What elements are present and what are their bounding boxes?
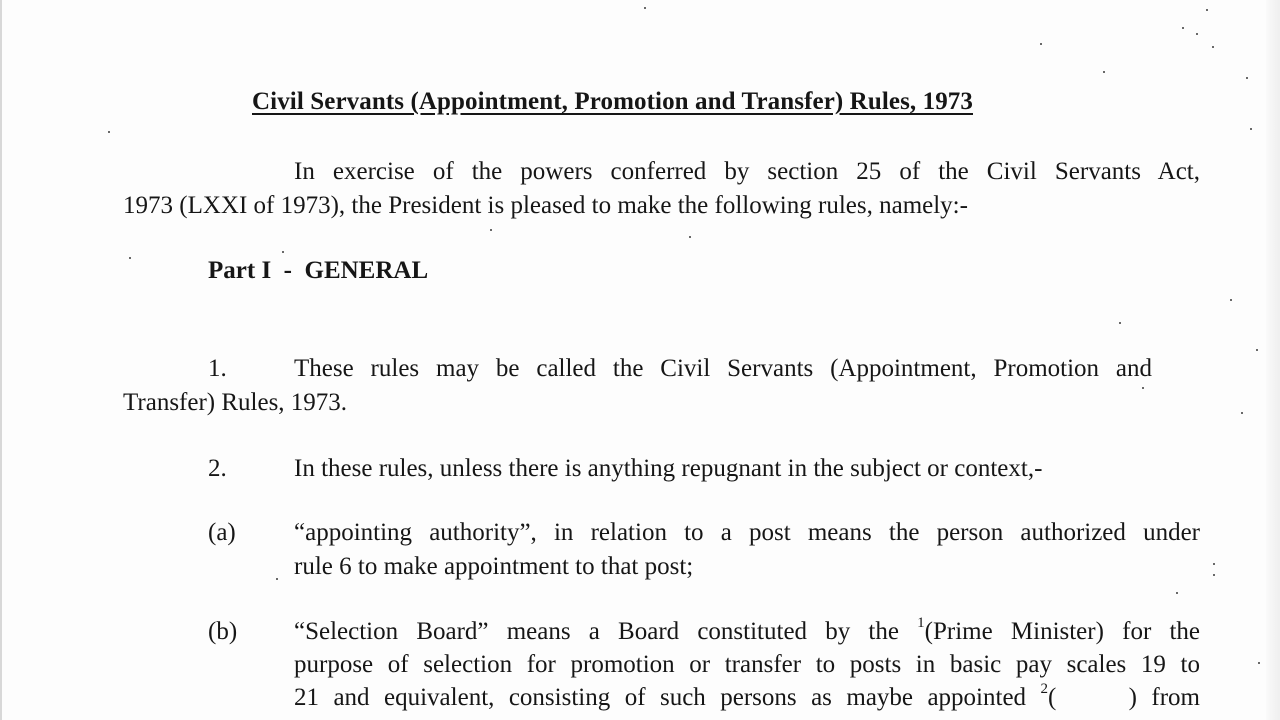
scan-speck <box>689 236 691 238</box>
clause-b-line-3-text-b: ( ) from <box>1048 684 1200 711</box>
scan-speck <box>1213 563 1215 565</box>
page-edge-right <box>1266 0 1280 720</box>
clause-b-line-1 <box>294 615 1201 645</box>
scan-speck <box>1241 412 1243 414</box>
clause-b-line-1-text-a: “Selection Board” means a Board constituted by the <box>294 618 918 645</box>
scan-speck <box>1256 349 1258 351</box>
preamble-line-1: In exercise of the powers conferred by section 25 of the Civil Servants Act, <box>294 158 1200 185</box>
scan-speck <box>1103 71 1105 73</box>
rule-2-number: 2. <box>208 455 227 482</box>
scan-speck <box>1212 46 1214 48</box>
preamble-line-2: 1973 (LXXI of 1973), the President is pleased to make the following rules, namely:- <box>123 192 968 219</box>
scan-speck <box>1142 387 1144 389</box>
clause-a-label: (a) <box>208 519 236 546</box>
clause-a-line-2: rule 6 to make appointment to that post; <box>294 553 694 580</box>
footnote-marker-2: 2 <box>1040 681 1049 697</box>
clause-b-line-2: purpose of selection for promotion or transfer to posts in basic pay scales 19 to <box>294 651 1200 678</box>
scan-speck <box>1196 33 1198 35</box>
rule-1-number: 1. <box>208 355 227 382</box>
scan-speck <box>108 131 110 133</box>
scan-speck <box>490 229 492 231</box>
rule-2-line-1: In these rules, unless there is anything repugnant in the subject or context,- <box>294 455 1043 482</box>
clause-a-line-1: “appointing authority”, in relation to a post means the person authorized under <box>294 519 1200 546</box>
scan-speck <box>1119 322 1121 324</box>
scan-speck <box>1040 43 1042 45</box>
scan-speck <box>1258 662 1260 664</box>
scan-speck <box>1206 9 1208 11</box>
scan-speck <box>644 7 646 9</box>
clause-b-label: (b) <box>208 618 238 645</box>
scan-speck <box>1230 299 1232 301</box>
clause-b-line-3 <box>294 681 1200 711</box>
rule-1-line-2: Transfer) Rules, 1973. <box>123 389 348 416</box>
scan-speck <box>1246 77 1248 79</box>
footnote-marker-1: 1 <box>917 615 925 631</box>
scan-speck <box>1250 128 1252 130</box>
rule-1-line-1: These rules may be called the Civil Servants (Appointment, Promotion and <box>294 355 1152 382</box>
clause-b-line-3-text-a: 21 and equivalent, consisting of such persons as maybe appointed <box>294 684 1041 711</box>
document-title: Civil Servants (Appointment, Promotion and Transfer) Rules, 1973 <box>252 88 973 115</box>
scan-speck <box>276 578 278 580</box>
clause-b-line-1-text-b: (Prime Minister) for the <box>924 618 1201 645</box>
page-edge-left <box>0 0 2 720</box>
scan-speck <box>1213 574 1215 576</box>
scan-speck <box>282 251 284 253</box>
scan-speck <box>1182 27 1184 29</box>
scan-speck <box>129 257 131 259</box>
part-heading: Part I - GENERAL <box>208 257 429 284</box>
scan-speck <box>1176 592 1178 594</box>
